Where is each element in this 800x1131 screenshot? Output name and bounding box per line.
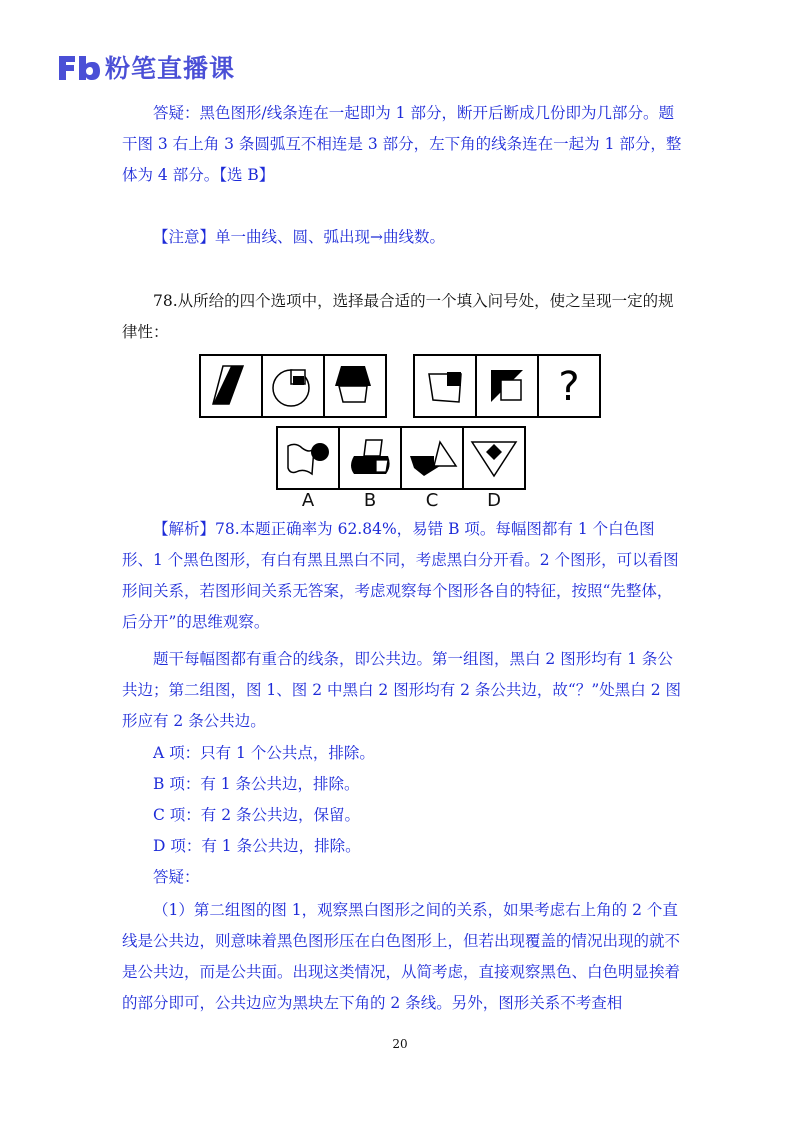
question-78-text: 78.从所给的四个选项中，选择最合适的一个填入问号处，使之呈现一定的规律性： — [122, 292, 674, 341]
trapezoid-stack-shape — [325, 356, 385, 416]
option-b-shape — [340, 428, 400, 488]
analysis-paragraph: 【解析】78.本题正确率为 62.84%，易错 B 项。每幅图都有 1 个白色图形、1 个黑色图形，有白有黑且黑白不同，考虑黑白分开看。2 个图形，可以看图形间关系，若图形间关系无答案，考虑观察每个图形各自的特征，按照“先整体，后分开”的思维观察。 — [122, 520, 679, 631]
answer-options-strip — [276, 426, 526, 490]
option-c-shape — [402, 428, 462, 488]
fb-logo-icon — [57, 52, 101, 82]
option-d-shape — [464, 428, 524, 488]
option-b-label: B — [363, 490, 377, 511]
question-mark-icon — [539, 356, 599, 416]
stem-figure-3 — [325, 356, 385, 416]
page-number: 20 — [392, 1037, 408, 1051]
svg-text:?: ? — [558, 364, 580, 410]
option-c-figure[interactable] — [402, 428, 464, 488]
brand-name: 粉笔直播课 — [105, 54, 236, 83]
stem-question-cell — [539, 356, 599, 416]
stem-figure-2 — [263, 356, 325, 416]
option-a-figure[interactable] — [278, 428, 340, 488]
common-edge-paragraph: 题干每幅图都有重合的线条，即公共边。第一组图，黑白 2 图形均有 1 条公共边；第二组图，图 1、图 2 中黑白 2 图形均有 2 条公共边，故“？”处黑白 2 图形应有 2 条公共边。 — [122, 650, 682, 730]
stem-group-1 — [199, 354, 387, 418]
stem-figure-1 — [201, 356, 263, 416]
option-c-label: C — [425, 490, 439, 511]
stem-group-2 — [413, 354, 601, 418]
option-d-analysis: D 项：有 1 条公共边，排除。 — [153, 837, 361, 855]
stem-figure-5 — [477, 356, 539, 416]
option-d-figure[interactable] — [464, 428, 524, 488]
brand-logo — [57, 50, 235, 84]
trapezoid-triangle-shape — [201, 356, 261, 416]
answer-point-1: （1）第二组图的图 1，观察黑白图形之间的关系，如果考虑右上角的 2 个直线是公共边，则意味着黑色图形压在白色图形上，但若出现覆盖的情况出现的就不是公共边，而是公共面。出现这类情况，从简考虑，直接观察黑色、白色明显挨着的部分即可，公共边应为黑块左下角的 2 条线。另外，图形关系不考查相 — [122, 901, 681, 1012]
option-d-label: D — [487, 490, 501, 511]
answer-heading: 答疑： — [153, 868, 200, 886]
option-a-analysis: A 项：只有 1 个公共点，排除。 — [153, 744, 375, 762]
option-b-figure[interactable] — [340, 428, 402, 488]
circle-square-shape — [263, 356, 323, 416]
answer-note-paragraph: 答疑：黑色图形/线条连在一起即为 1 部分，断开后断成几份即为几部分。题干图 3 右上角 3 条圆弧互不相连是 3 部分，左下角的线条连在一起为 1 部分，整体为 4 部分。【选 B】 — [122, 104, 682, 184]
option-a-label: A — [301, 490, 315, 511]
option-a-shape — [278, 428, 338, 488]
overlap-square-shape — [415, 356, 475, 416]
option-b-analysis: B 项：有 1 条公共边，排除。 — [153, 775, 360, 793]
stem-figure-4 — [415, 356, 477, 416]
black-white-square-shape — [477, 356, 537, 416]
option-c-analysis: C 项：有 2 条公共边，保留。 — [153, 806, 361, 824]
option-labels — [277, 490, 527, 511]
attention-note: 【注意】单一曲线、圆、弧出现→曲线数。 — [153, 228, 445, 246]
